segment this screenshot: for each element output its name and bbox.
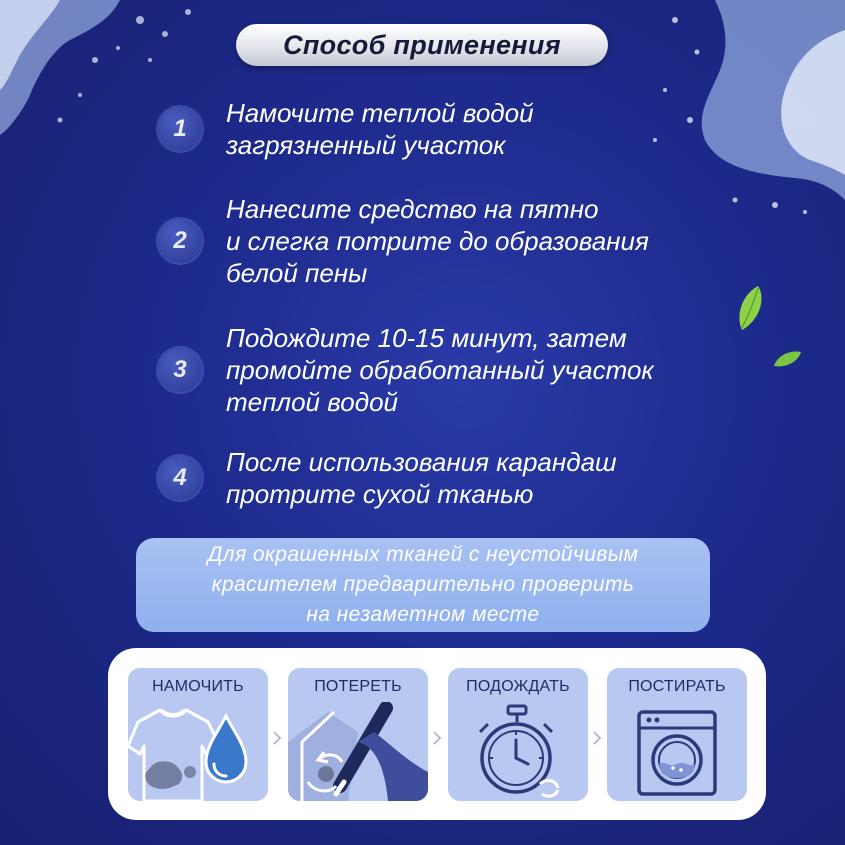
card-rub [288, 668, 428, 801]
stopwatch-icon [448, 702, 588, 801]
step-text: После использования карандаш протрите сухой тканью [226, 447, 617, 509]
page-title: Способ применения [283, 29, 561, 60]
step-1 [158, 97, 746, 161]
note-text: Для окрашенных тканей с неустойчивым красителем предварительно проверить на незаметном месте [207, 543, 639, 626]
tshirt-water-drop-icon [128, 702, 268, 801]
card-label: ПОСТИРАТЬ [628, 678, 726, 695]
step-number-badge: 2 [158, 219, 202, 263]
step-number-badge: 1 [158, 107, 202, 151]
leaf-icon [772, 350, 802, 368]
step-text: Нанесите средство на пятно и слегка потрите до образования белой пены [226, 194, 649, 288]
step-text: Подождите 10-15 минут, затем промойте обработанный участок теплой водой [226, 323, 654, 417]
card-wet [128, 668, 268, 801]
leaf-icon [736, 284, 764, 332]
card-label: ПОТЕРЕТЬ [314, 678, 402, 695]
warning-note [136, 538, 710, 632]
step-text: Намочите теплой водой загрязненный участок [226, 98, 534, 160]
card-label: НАМОЧИТЬ [152, 678, 244, 695]
card-wash [607, 668, 747, 801]
washing-machine-icon [607, 702, 747, 801]
card-label: ПОДОЖДАТЬ [466, 678, 570, 695]
step-4 [158, 446, 746, 510]
step-3 [158, 322, 746, 418]
chevron-right-icon [272, 730, 282, 746]
steps-panel [108, 648, 766, 820]
chevron-right-icon [432, 730, 442, 746]
step-number-badge: 3 [158, 348, 202, 392]
step-number-badge: 4 [158, 456, 202, 500]
card-wait [448, 668, 588, 801]
title-banner [236, 24, 608, 66]
step-2 [158, 193, 746, 289]
chevron-right-icon [592, 730, 602, 746]
hand-rubbing-pencil-icon [288, 702, 428, 801]
